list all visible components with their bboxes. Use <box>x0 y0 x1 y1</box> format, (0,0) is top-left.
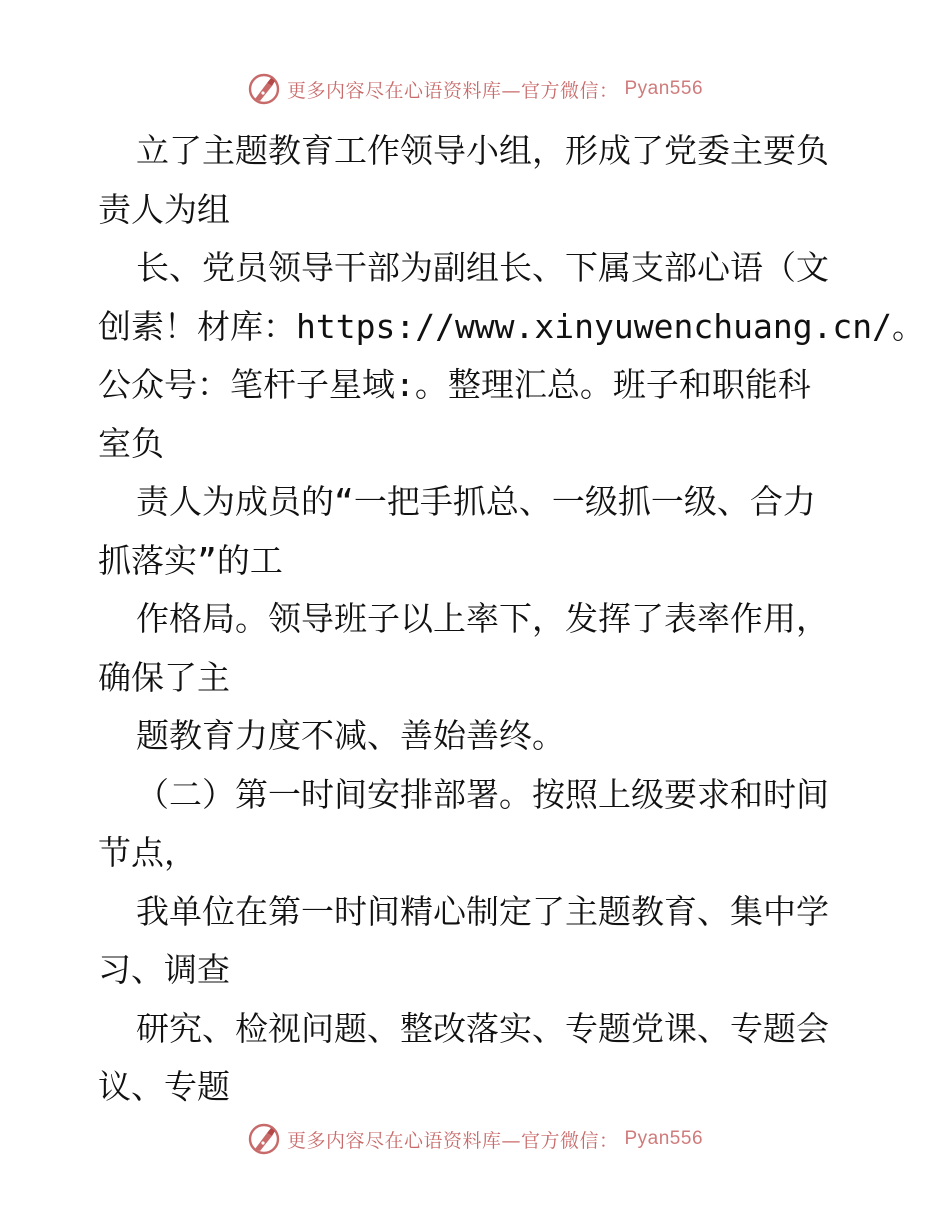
text-line: （二）第一时间安排部署。按照上级要求和时间 <box>136 774 829 814</box>
pen-nib-logo-icon <box>247 72 281 106</box>
watermark-wechat-id: Pyan556 <box>624 1128 704 1149</box>
footer-watermark <box>0 1122 950 1156</box>
text-line: 责人为组 <box>98 189 230 229</box>
text-line: 研究、检视问题、整改落实、专题党课、专题会 <box>136 1008 829 1048</box>
text-line: 创素！材库：https://www.xinyuwenchuang.cn/。 <box>98 306 926 346</box>
text-line: 节点， <box>98 833 197 872</box>
watermark-text: 更多内容尽在心语资料库—官方微信： <box>286 79 619 102</box>
text-line: 公众号：笔杆子星域:。整理汇总。班子和职能科 <box>98 365 811 404</box>
text-line: 议、专题 <box>98 1067 230 1106</box>
document-body <box>98 122 926 1117</box>
header-watermark <box>0 72 950 106</box>
watermark-wechat-id: Pyan556 <box>624 78 704 99</box>
text-line: 作格局。领导班子以上率下，发挥了表率作用， <box>136 599 829 638</box>
text-line: 确保了主 <box>98 657 230 697</box>
text-line: 我单位在第一时间精心制定了主题教育、集中学 <box>136 891 829 931</box>
text-line: 题教育力度不减、善始善终。 <box>136 716 565 755</box>
text-line: 立了主题教育工作领导小组，形成了党委主要负 <box>136 131 829 170</box>
text-line: 习、调查 <box>98 950 230 989</box>
text-line: 室负 <box>98 423 164 463</box>
text-line: 责人为成员的“一把手抓总、一级抓一级、合力 <box>136 482 816 521</box>
watermark-text: 更多内容尽在心语资料库—官方微信： <box>286 1129 619 1152</box>
text-line: 抓落实”的工 <box>98 540 283 580</box>
text-line: 长、党员领导干部为副组长、下属支部心语（文 <box>136 248 829 287</box>
pen-nib-logo-icon <box>247 1122 281 1156</box>
